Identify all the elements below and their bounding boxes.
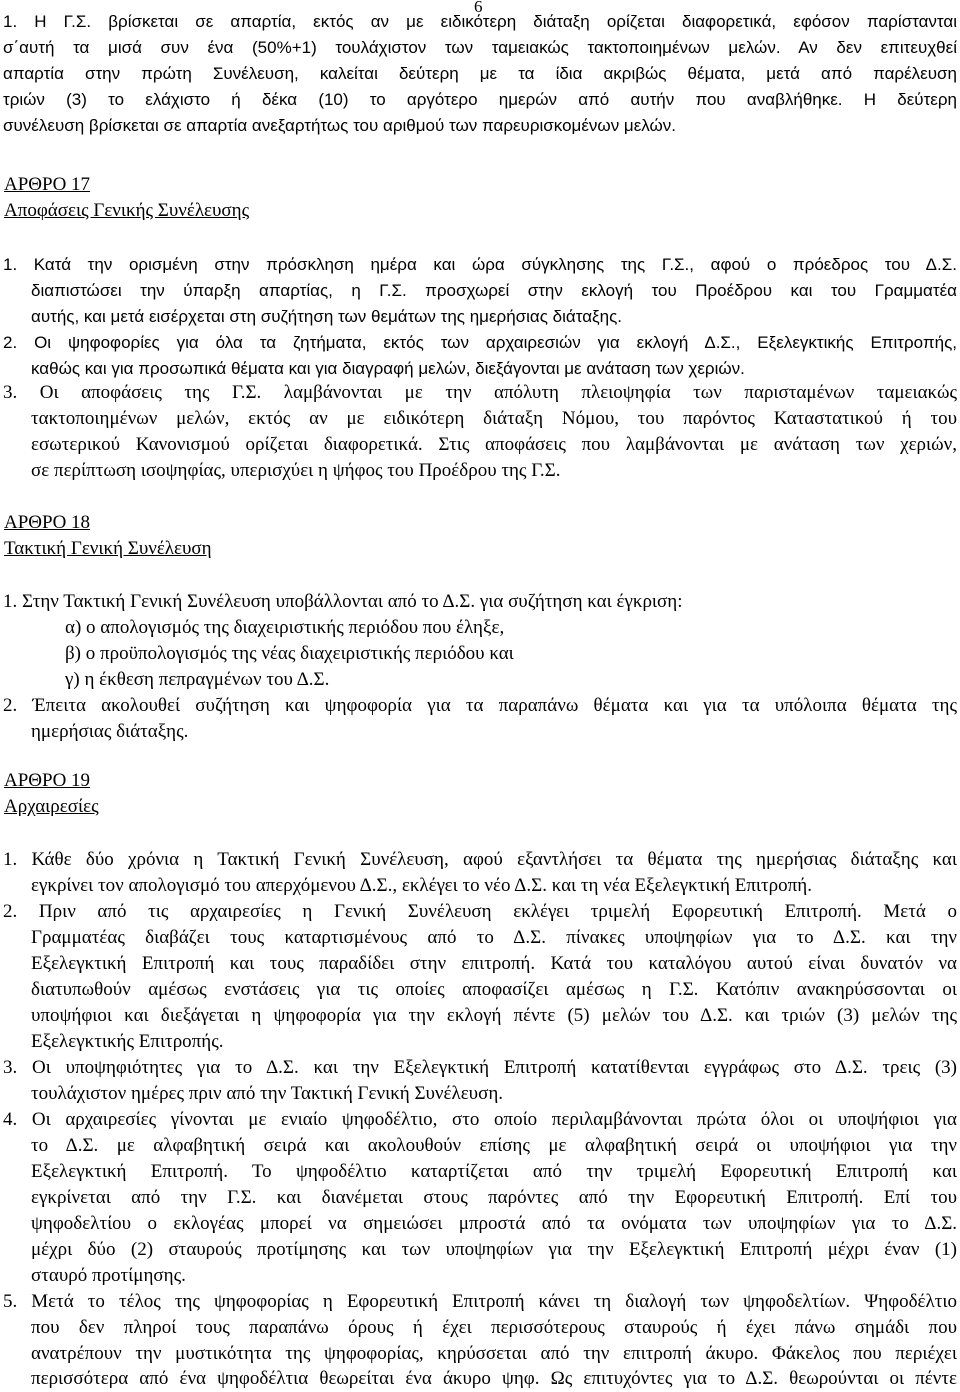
article-18-title: Τακτική Γενική Συνέλευση	[4, 538, 212, 559]
text-line: απαρτία στην πρώτη Συνέλευση, καλείται δεύτερη με τα ίδια ακριβώς θέματα, μετά από παρέλευση	[3, 64, 957, 83]
text-line: το Δ.Σ. με αλφαβητική σειρά και ακολουθούν επίσης με αλφαβητική σειρά οι υποψήφιοι για την	[31, 1135, 957, 1156]
text-line: ψηφοδελτίου ο εκλογέας μπορεί να σημειώσει μπροστά από τα ονόματα των υποψηφίων για το Δ.Σ.	[31, 1213, 957, 1234]
text-line: Εξελεγκτική Επιτροπή και τους παραδίδει στην επιτροπή. Κατά του καταλόγου αυτού είναι δυνατόν να	[31, 953, 957, 974]
text-line: 4. Οι αρχαιρεσίες γίνονται με ενιαίο ψηφοδέλτιο, στο οποίο περιλαμβάνονται πρώτα όλοι οι υποψήφιοι για	[3, 1109, 957, 1130]
page-number: 6	[474, 0, 483, 16]
text-line: σ΄αυτή τα μισά συν ένα (50%+1) τουλάχιστον των ταμειακώς τακτοποιημένων μελών. Αν δεν επιτευχθεί	[3, 38, 957, 57]
text-line: 1. Στην Τακτική Γενική Συνέλευση υποβάλλονται από το Δ.Σ. για συζήτηση και έγκριση:	[3, 591, 683, 612]
article-18-number: ΑΡΘΡΟ 18	[4, 512, 91, 533]
text-line: ημερήσιας διάταξης.	[31, 721, 189, 742]
text-line: Γραμματέας διαβάζει τους καταρτισμένους από το Δ.Σ. πίνακες υποψηφίων για το Δ.Σ. και την	[31, 927, 957, 948]
text-line: υποψήφιοι και διεξάγεται η ψηφοφορία για την εκλογή πέντε (5) μελών του Δ.Σ. και τριών (3) μελών της	[31, 1005, 957, 1026]
text-line: α) ο απολογισμός της διαχειριστικής περιόδου που έληξε,	[65, 617, 505, 638]
text-line: γ) η έκθεση πεπραγμένων του Δ.Σ.	[65, 669, 330, 690]
text-line: μέχρι δύο (2) σταυρούς προτίμησης και των υποψηφίων για την Εξελεγκτική Επιτροπή μέχρι έναν (1)	[31, 1239, 957, 1260]
article-19-title: Αρχαιρεσίες	[4, 796, 99, 817]
text-line: διατυπωθούν αμέσως ενστάσεις για τις οποίες αποφασίζει αμέσως η Γ.Σ. Κατόπιν ανακηρύσσονται οι	[31, 979, 957, 1000]
text-line: Εξελεγκτικής Επιτροπής.	[31, 1031, 224, 1052]
text-line: εσωτερικού Κανονισμού ορίζεται διαφορετικά. Στις αποφάσεις που λαμβάνονται με ανάταση των χεριών,	[31, 434, 957, 455]
article-19-number: ΑΡΘΡΟ 19	[4, 770, 91, 791]
text-line: 5. Μετά το τέλος της ψηφοφορίας η Εφορευτική Επιτροπή κάνει τη διαλογή των ψηφοδελτίων. Ψηφοδέλτιο	[3, 1291, 957, 1312]
text-line: σταυρό προτίμησης.	[31, 1265, 186, 1286]
text-line: 3. Οι αποφάσεις της Γ.Σ. λαμβάνονται με την απόλυτη πλειοψηφία των παρισταμένων ταμειακώς	[3, 382, 957, 403]
text-line: ανατρέπουν την μυστικότητα της ψηφοφορίας, κηρύσσεται από την επιτροπή άκυρο. Φάκελος που περιέχει	[31, 1343, 957, 1364]
article-17-title: Αποφάσεις Γενικής Συνέλευσης	[4, 200, 250, 221]
text-line: αυτής, και μετά εισέρχεται στη συζήτηση των θεμάτων της ημερήσιας διάταξης.	[31, 307, 623, 326]
text-line: 2. Έπειτα ακολουθεί συζήτηση και ψηφοφορία για τα παραπάνω θέματα και για τα υπόλοιπα θέματα της	[3, 695, 957, 716]
text-line: 1. Κατά την ορισμένη στην πρόσκληση ημέρα και ώρα σύγκλησης της Γ.Σ., αφού ο πρόεδρος του Δ.Σ.	[3, 255, 957, 274]
text-line: τουλάχιστον ημέρες πριν από την Τακτική Γενική Συνέλευση.	[31, 1083, 504, 1104]
text-line: συνέλευση βρίσκεται σε απαρτία ανεξαρτήτως του αριθμού των παρευρισκομένων μελών.	[3, 116, 677, 135]
text-line: 2. Πριν από τις αρχαιρεσίες η Γενική Συνέλευση εκλέγει τριμελή Εφορευτική Επιτροπή. Μετά ο	[3, 901, 957, 922]
text-line: 1. Η Γ.Σ. βρίσκεται σε απαρτία, εκτός αν με ειδικότερη διάταξη ορίζεται διαφορετικά, εφόσον παρίστανται	[3, 12, 957, 31]
text-line: διαπιστώσει την ύπαρξη απαρτίας, η Γ.Σ. προσχωρεί στην εκλογή του Προέδρου και του Γραμματέα	[31, 281, 957, 300]
text-line: Εξελεγκτική Επιτροπή. Το ψηφοδέλτιο καταρτίζεται από την τριμελή Εφορευτική Επιτροπή και	[31, 1161, 957, 1182]
text-line: τριών (3) το ελάχιστο ή δέκα (10) το αργότερο ημερών από αυτήν που αναβλήθηκε. Η δεύτερη	[3, 90, 957, 109]
text-line: περισσότερα από ένα ψηφοδέλτια θεωρείται ένα άκυρο ψηφ. Ως επιτυχόντες για το Δ.Σ. θεωρούνται οι πέντε	[31, 1368, 957, 1389]
text-line: β) ο προϋπολογισμός της νέας διαχειριστικής περιόδου και	[65, 643, 514, 664]
article-17-number: ΑΡΘΡΟ 17	[4, 174, 91, 195]
text-line: σε περίπτωση ισοψηφίας, υπερισχύει η ψήφος του Προέδρου της Γ.Σ.	[31, 460, 561, 481]
text-line: εγκρίνει τον απολογισμό του απερχόμενου Δ.Σ., εκλέγει το νέο Δ.Σ. και τη νέα Εξελεγκτική Επιτροπή.	[31, 875, 812, 896]
text-line: εγκρίνεται από την Γ.Σ. και διανέμεται στους παρόντες από την Εφορευτική Επιτροπή. Επί του	[31, 1187, 957, 1208]
text-line: τακτοποιημένων μελών, εκτός αν με ειδικότερη διάταξη Νόμου, του παρόντος Καταστατικού ή του	[31, 408, 957, 429]
text-line: που δεν πληροί τους παραπάνω όρους ή έχει περισσότερους σταυρούς ή έχει πάνω σημάδι που	[31, 1317, 957, 1338]
text-line: 1. Κάθε δύο χρόνια η Τακτική Γενική Συνέλευση, αφού εξαντλήσει τα θέματα της ημερήσιας διάταξης και	[3, 849, 957, 870]
text-line: 2. Οι ψηφοφορίες για όλα τα ζητήματα, εκτός των αρχαιρεσιών για εκλογή Δ.Σ., Εξελεγκτικής Επιτροπής,	[3, 333, 957, 352]
text-line: 3. Οι υποψηφιότητες για το Δ.Σ. και την Εξελεγκτική Επιτροπή κατατίθενται εγγράφως στο Δ.Σ. τρεις (3)	[3, 1057, 957, 1078]
text-line: καθώς και για προσωπικά θέματα και για διαγραφή μελών, διεξάγονται με ανάταση των χεριών.	[31, 359, 745, 378]
